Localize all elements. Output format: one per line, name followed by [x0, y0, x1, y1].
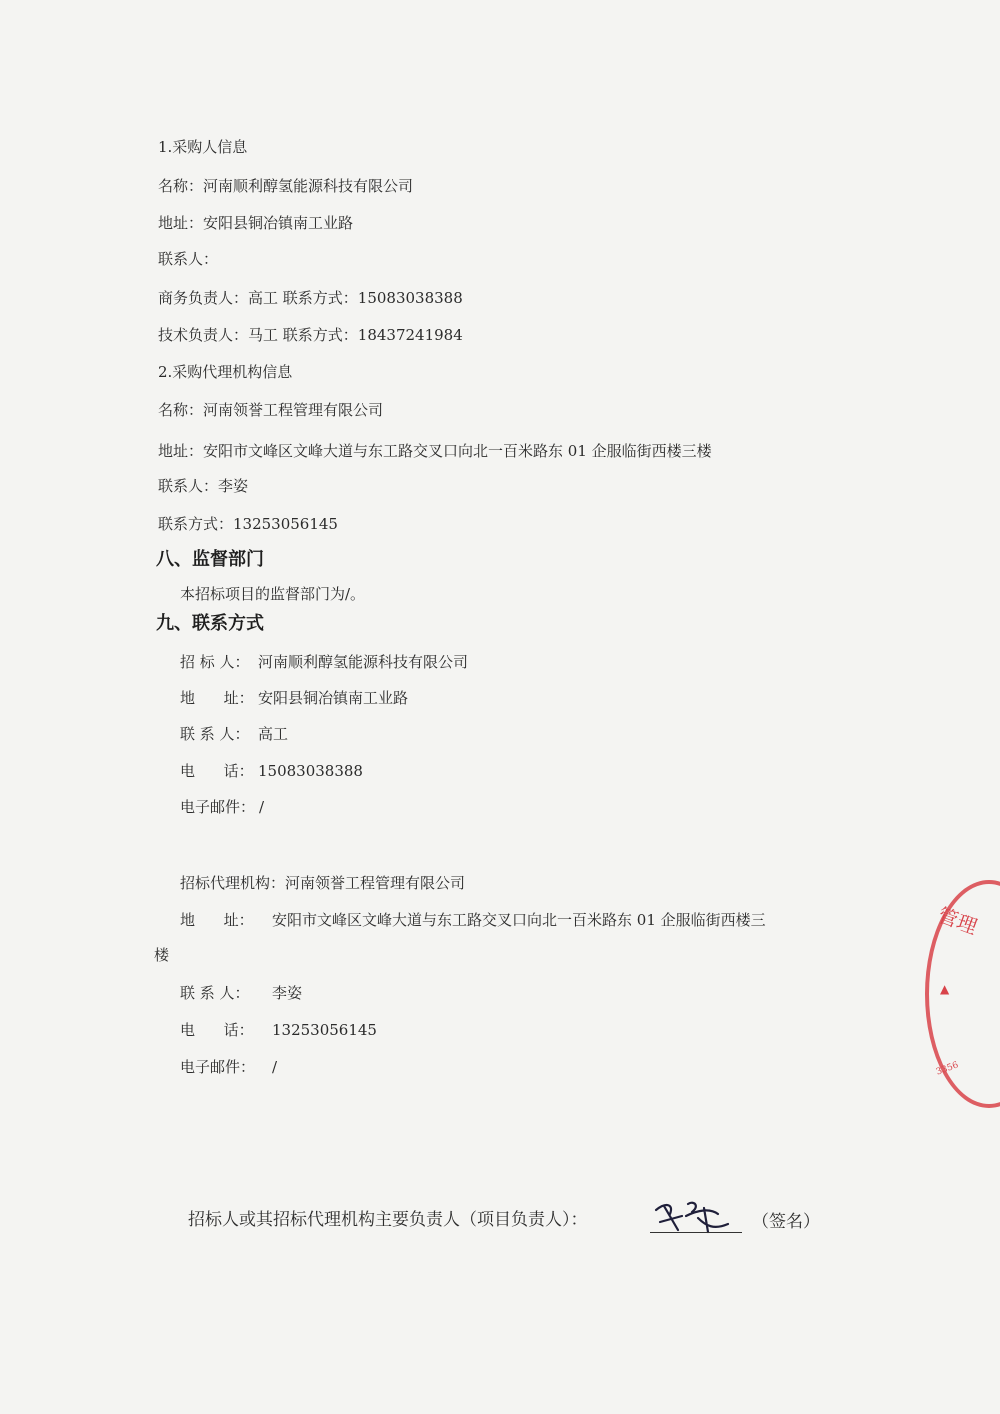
- tenderer-contact-label: 联 系 人：: [180, 725, 250, 743]
- agency-contact-address-row: [180, 910, 766, 930]
- purchaser-address: 地址：安阳县铜冶镇南工业路: [158, 214, 354, 232]
- agency-contact-person-label: 联 系 人：: [180, 984, 250, 1002]
- agency-contact-address-wrap: 楼: [154, 946, 170, 964]
- tenderer-phone-value: 15083038388: [258, 762, 363, 780]
- tenderer-address-row: [180, 688, 408, 708]
- agency-contact-person-value: 李姿: [272, 984, 303, 1002]
- agency-contact-name-value: 河南领誉工程管理有限公司: [285, 874, 466, 892]
- tenderer-name-value: 河南顺利醇氢能源科技有限公司: [258, 653, 469, 671]
- signature-prompt: 招标人或其招标代理机构主要负责人（项目负责人）：: [188, 1210, 588, 1230]
- agency-contact-address-value: 安阳市文峰区文峰大道与东工路交叉口向北一百米路东 01 企服临街西楼三: [272, 911, 766, 929]
- tenderer-phone-label: 电 话：: [180, 762, 254, 780]
- supervision-text: 本招标项目的监督部门为/。: [180, 585, 366, 603]
- agency-contact-person-row: [180, 983, 302, 1003]
- tenderer-email-row: [180, 797, 264, 817]
- supervision-heading: 八、监督部门: [156, 549, 264, 570]
- tenderer-address-value: 安阳县铜冶镇南工业路: [258, 689, 409, 707]
- contacts-heading: 九、联系方式: [156, 613, 264, 634]
- agency-contact-email-label: 电子邮件：: [180, 1058, 256, 1076]
- agency-contact: 联系人：李姿: [158, 477, 249, 495]
- signature-underline: [650, 1232, 742, 1233]
- agency-address: 地址：安阳市文峰区文峰大道与东工路交叉口向北一百米路东 01 企服临街西楼三楼: [158, 442, 712, 460]
- agency-contact-name-row: [180, 873, 465, 893]
- tenderer-contact-value: 高工: [258, 725, 289, 743]
- purchaser-section-title: 1.采购人信息: [158, 138, 248, 156]
- agency-phone: 联系方式：13253056145: [158, 515, 338, 533]
- purchaser-contact-label: 联系人：: [158, 250, 219, 268]
- agency-contact-phone-row: [180, 1020, 377, 1040]
- agency-contact-phone-value: 13253056145: [272, 1021, 377, 1039]
- tenderer-name-row: [180, 652, 468, 672]
- handwritten-signature: [648, 1196, 748, 1236]
- agency-contact-email-row: [180, 1057, 277, 1077]
- purchaser-name: 名称：河南顺利醇氢能源科技有限公司: [158, 177, 414, 195]
- stamp-text-fragment: 管理: [934, 902, 981, 940]
- signature-suffix: （签名）: [752, 1212, 820, 1232]
- tenderer-email-label: 电子邮件：: [180, 798, 256, 816]
- agency-contact-phone-label: 电 话：: [180, 1021, 254, 1039]
- agency-contact-name-label: 招标代理机构：: [180, 874, 286, 892]
- tenderer-address-label: 地 址：: [180, 689, 254, 707]
- tenderer-name-label: 招 标 人：: [180, 653, 250, 671]
- purchaser-tech-contact: 技术负责人：马工 联系方式：18437241984: [158, 326, 463, 344]
- agency-name: 名称：河南领誉工程管理有限公司: [158, 401, 384, 419]
- agency-section-title: 2.采购代理机构信息: [158, 363, 293, 381]
- stamp-number-fragment: 3356: [934, 1060, 960, 1078]
- tenderer-contact-row: [180, 724, 288, 744]
- tenderer-phone-row: [180, 761, 363, 781]
- tenderer-email-value: /: [259, 798, 265, 816]
- purchaser-business-contact: 商务负责人：高工 联系方式：15083038388: [158, 289, 463, 307]
- stamp-star-icon: ▲: [940, 982, 950, 996]
- agency-contact-email-value: /: [272, 1058, 278, 1076]
- agency-contact-address-label: 地 址：: [180, 911, 254, 929]
